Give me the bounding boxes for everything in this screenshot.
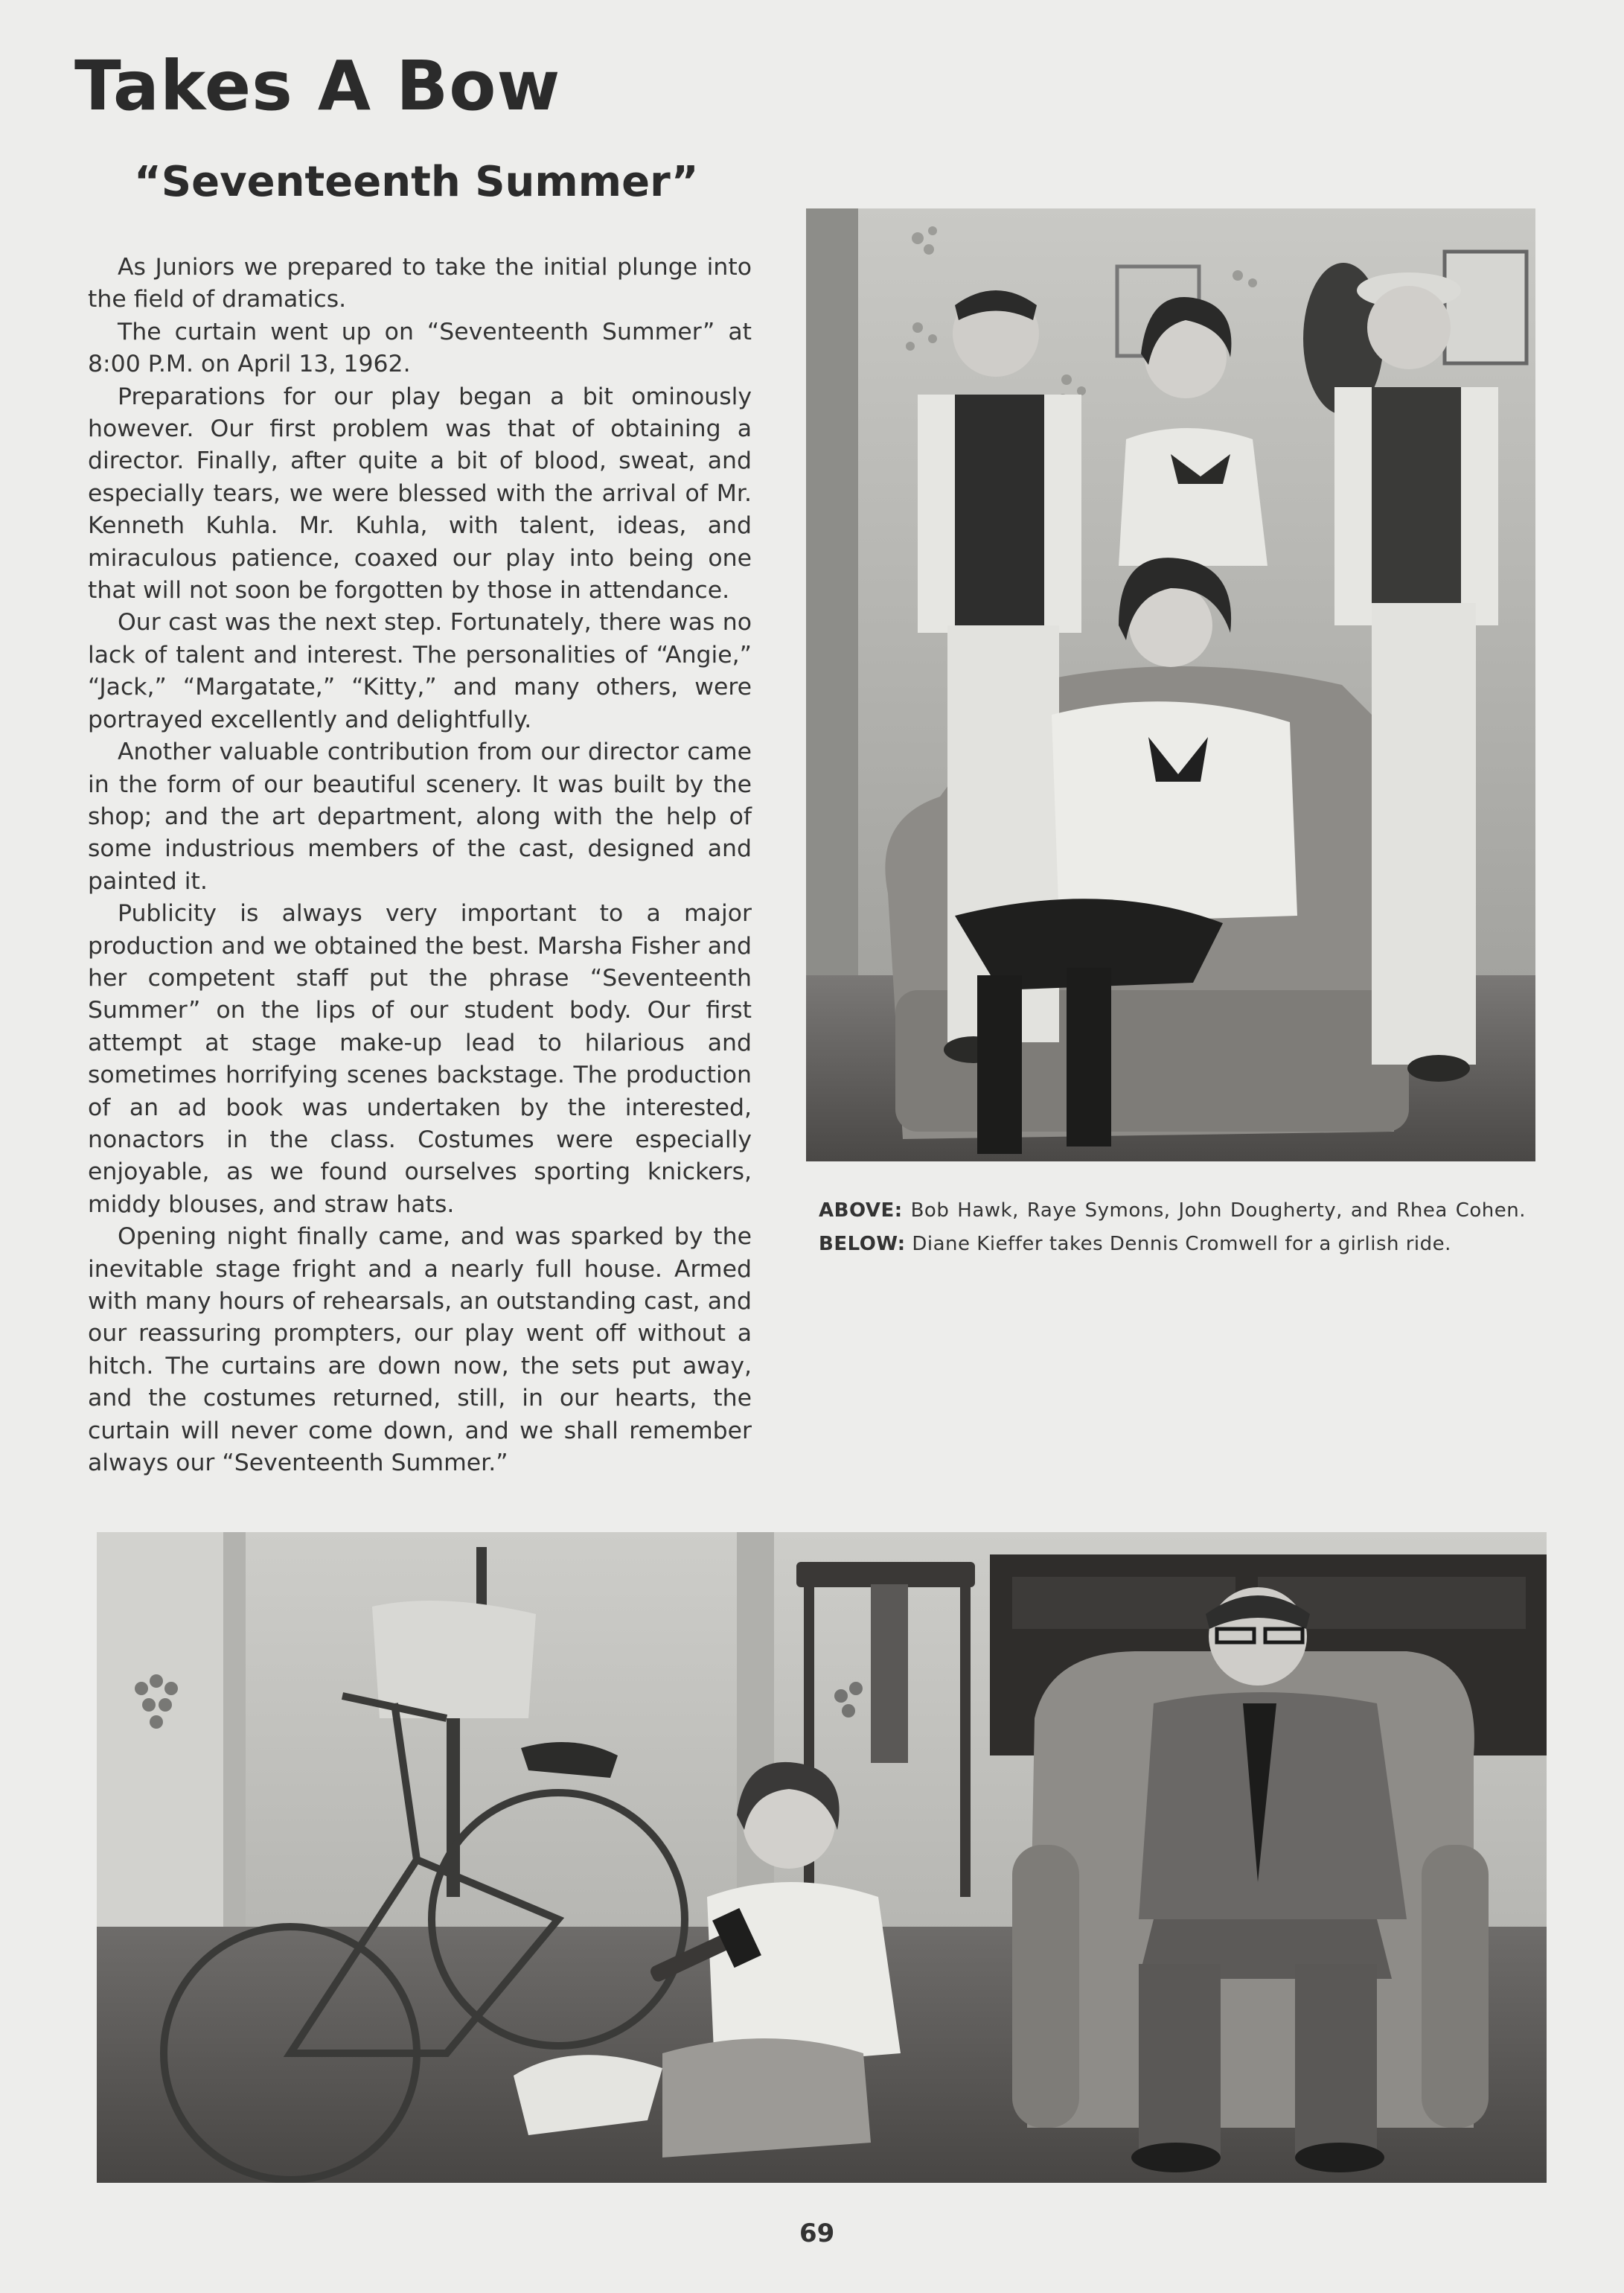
page-title: Takes A Bow (74, 46, 561, 126)
paragraph-5: Another valuable contribution from our director came in the form of our beautiful scenery. It was built by the shop; and the art department, along with the help of some industrious members of the cast, designed and painted it. (88, 739, 752, 895)
cast-photo (806, 208, 1535, 1161)
paragraph-1: As Juniors we prepared to take the initial plunge into the field of dramatics. (88, 254, 752, 313)
paragraph-7: Opening night finally came, and was sparked by the inevitable stage fright and a nearly full house. Armed with many hours of rehearsals, an outstanding cast, and our reassuring prompters, our play went off without a hitch. The curtains are down now, the sets put away, and the costumes returned, still, in our hearts, the curtain will never come down, and we shall remember always our “Seventeenth Summer.” (88, 1223, 752, 1477)
article-subtitle: “Seventeenth Summer” (134, 158, 699, 206)
caption-above-label: ABOVE: (819, 1199, 903, 1222)
bicycle-scene-photo (97, 1532, 1547, 2183)
paragraph-6: Publicity is always very important to a major production and we obtained the best. Marsha Fisher and her competent staff put the phrase “Seventeenth Summer” on the lips of our student body. Our first attempt at stage make-up lead to hilarious and sometimes horrifying scenes backstage. The production of an ad book was undertaken by the interested, nonactors in the class. Costumes were especially enjoyable, as we found ourselves sporting knickers, middy blouses, and straw hats. (88, 900, 752, 1218)
page-number: 69 (799, 2219, 835, 2248)
paragraph-3: Preparations for our play began a bit ominously however. Our first problem was that of obtaining a director. Finally, after quite a bit of blood, sweat, and especially tears, we were blessed with the arrival of Mr. Kenneth Kuhla. Mr. Kuhla, with talent, ideas, and miraculous patience, coaxed our play into being one that will not soon be forgotten by those in attendance. (88, 383, 752, 605)
photo-caption (819, 1194, 1526, 1261)
paragraph-4: Our cast was the next step. Fortunately, there was no lack of talent and interest. The personalities of “Angie,” “Jack,” “Margatate,” “Kitty,” and many others, were portrayed excellently and delightfully. (88, 609, 752, 733)
bicycle-scene-illustration (97, 1532, 1547, 2183)
article-body (88, 252, 752, 1479)
cast-photo-illustration (806, 208, 1535, 1161)
caption-below-text: Diane Kieffer takes Dennis Cromwell for a girlish ride. (905, 1233, 1451, 1255)
paragraph-2: The curtain went up on “Seventeenth Summer” at 8:00 P.M. on April 13, 1962. (88, 318, 752, 378)
caption-above-text: Bob Hawk, Raye Symons, John Dougherty, and Rhea Cohen. (902, 1199, 1526, 1222)
caption-below-label: BELOW: (819, 1233, 906, 1255)
